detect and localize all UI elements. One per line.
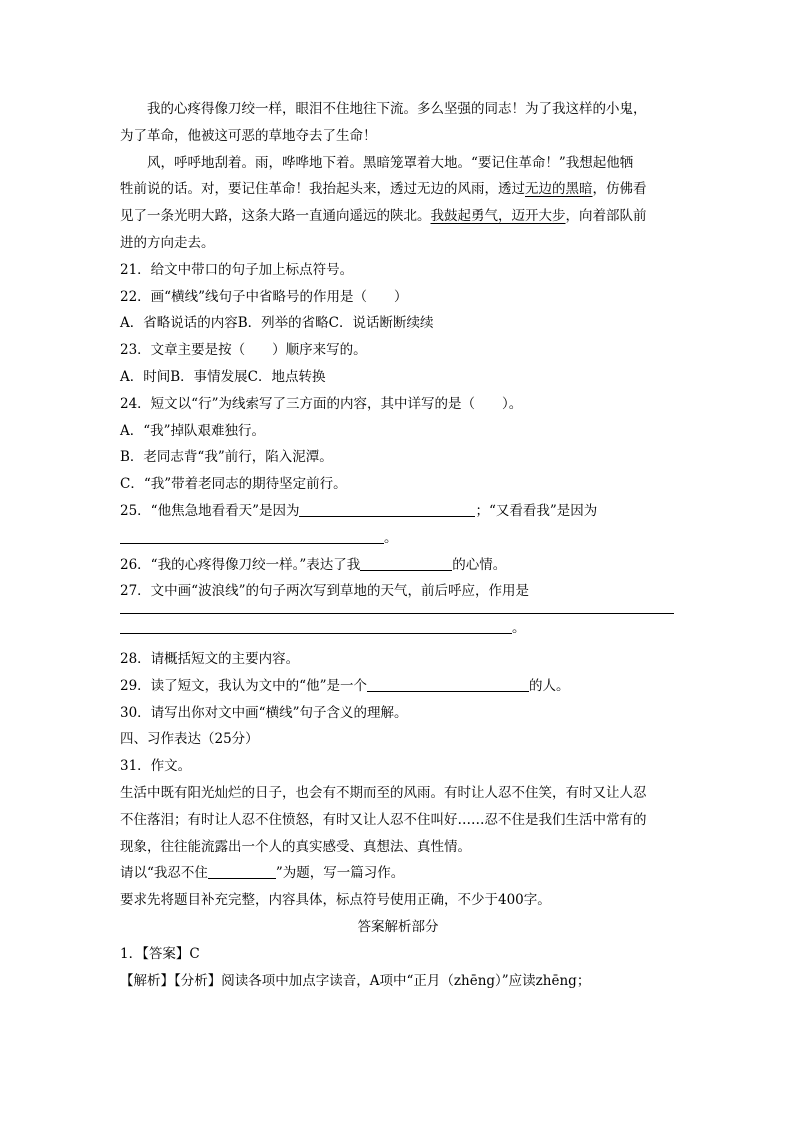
writing-title-text-a: 请以“我忍不住 bbox=[120, 865, 208, 882]
answer-blank-25a[interactable] bbox=[299, 501, 475, 517]
question-26-text-b: 的心情。 bbox=[452, 556, 507, 573]
answer-blank-27b[interactable] bbox=[120, 618, 512, 634]
question-27: 27．文中画“波浪线”的句子两次写到草地的天气，前后呼应，作用是 bbox=[120, 583, 529, 600]
story-p2-line3 bbox=[120, 203, 676, 230]
question-24-option-c: C．“我”带着老同志的期待坚定前行。 bbox=[120, 476, 347, 493]
writing-prompt-line2: 不住落泪；有时让人忍不住愤怒，有时又让人忍不住叫好……忍不住是我们生活中常有的 bbox=[120, 811, 647, 828]
story-p1-line2: 为了革命，他被这可恶的草地夺去了生命！ bbox=[120, 127, 377, 144]
question-25-end: 。 bbox=[384, 529, 398, 546]
question-27-end: 。 bbox=[512, 620, 526, 637]
story-p2-line1: 风，呼呼地刮着。雨，哗哗地下着。黑暗笼罩着大地。“要记住革命！”我想起他牺 bbox=[147, 154, 634, 171]
question-23: 23．文章主要是按（ ）顺序来写的。 bbox=[120, 342, 367, 359]
answer-blank-26[interactable] bbox=[360, 555, 452, 571]
question-28: 28．请概括短文的主要内容。 bbox=[120, 650, 300, 667]
writing-requirements: 要求先将题目补充完整，内容具体，标点符号使用正确，不少于400字。 bbox=[120, 892, 551, 909]
section-heading-writing: 四、习作表达（25分） bbox=[120, 731, 259, 748]
story-text: 牲前说的话。对，要记住革命！我抬起头来，透过无边的风雨，透过 bbox=[120, 181, 525, 198]
question-22-options: A．省略说话的内容B．列举的省略C．说话断断续续 bbox=[120, 315, 434, 332]
question-25-text-b: ；“又看看我”是因为 bbox=[475, 502, 598, 519]
question-27-continued bbox=[120, 615, 676, 642]
question-24-option-b: B．老同志背“我”前行，陷入泥潭。 bbox=[120, 449, 333, 466]
question-22: 22．画“横线”线句子中省略号的作用是（ ） bbox=[120, 288, 408, 305]
question-29 bbox=[120, 673, 676, 700]
writing-prompt-line1: 生活中既有阳光灿烂的日子，也会有不期而至的风雨。有时让人忍不住笑，有时又让人忍 bbox=[120, 784, 647, 801]
writing-title-text-b: ”为题，写一篇习作。 bbox=[275, 865, 405, 882]
question-29-text-a: 29．读了短文，我认为文中的“他”是一个 bbox=[120, 677, 367, 694]
answers-section-title: 答案解析部分 bbox=[357, 918, 439, 935]
exam-page bbox=[120, 96, 676, 994]
story-text: ，仿佛看 bbox=[592, 181, 647, 198]
question-31: 31．作文。 bbox=[120, 758, 192, 775]
underlined-phrase-courage: 我鼓起勇气，迈开大步 bbox=[430, 208, 566, 225]
underlined-phrase-darkness: 无边的黑暗 bbox=[525, 181, 593, 198]
answer-blank-29[interactable] bbox=[367, 676, 529, 692]
question-23-options: A．时间B．事情发展C．地点转换 bbox=[120, 368, 326, 385]
question-25-continued bbox=[120, 525, 676, 552]
question-25 bbox=[120, 498, 676, 525]
answer-line-27a[interactable] bbox=[120, 613, 674, 614]
story-text: 见了一条光明大路，这条大路一直通向遥远的陕北。 bbox=[120, 208, 431, 225]
answer-1-analysis: 【解析】【分析】阅读各项中加点字读音，A项中“正月（zhēng）”应读zhēng； bbox=[120, 972, 591, 989]
story-p2-line4: 进的方向走去。 bbox=[120, 234, 215, 251]
answer-1: 1．【答案】C bbox=[120, 945, 200, 962]
question-21: 21．给文中带口的句子加上标点符号。 bbox=[120, 261, 354, 278]
question-26 bbox=[120, 552, 676, 579]
question-24-option-a: A．“我”掉队艰难独行。 bbox=[120, 422, 266, 439]
question-24: 24．短文以“行”为线索写了三方面的内容，其中详写的是（ ）。 bbox=[120, 395, 523, 412]
question-30: 30．请写出你对文中画“横线”句子含义的理解。 bbox=[120, 704, 408, 721]
question-25-text-a: 25．“他焦急地看看天”是因为 bbox=[120, 502, 300, 519]
story-p2-line2 bbox=[120, 176, 676, 203]
question-26-text-a: 26．“我的心疼得像刀绞一样。”表达了我 bbox=[120, 556, 361, 573]
answer-blank-title[interactable] bbox=[208, 863, 276, 879]
story-text: ，向着部队前 bbox=[565, 208, 647, 225]
answer-blank-25b[interactable] bbox=[120, 528, 384, 544]
story-p1-line1: 我的心疼得像刀绞一样，眼泪不住地往下流。多么坚强的同志！为了我这样的小鬼， bbox=[147, 101, 647, 117]
question-29-text-b: 的人。 bbox=[528, 677, 570, 694]
writing-title-instruction bbox=[120, 860, 676, 887]
writing-prompt-line3: 现象，往往能流露出一个人的真实感受、真想法、真性情。 bbox=[120, 838, 471, 855]
